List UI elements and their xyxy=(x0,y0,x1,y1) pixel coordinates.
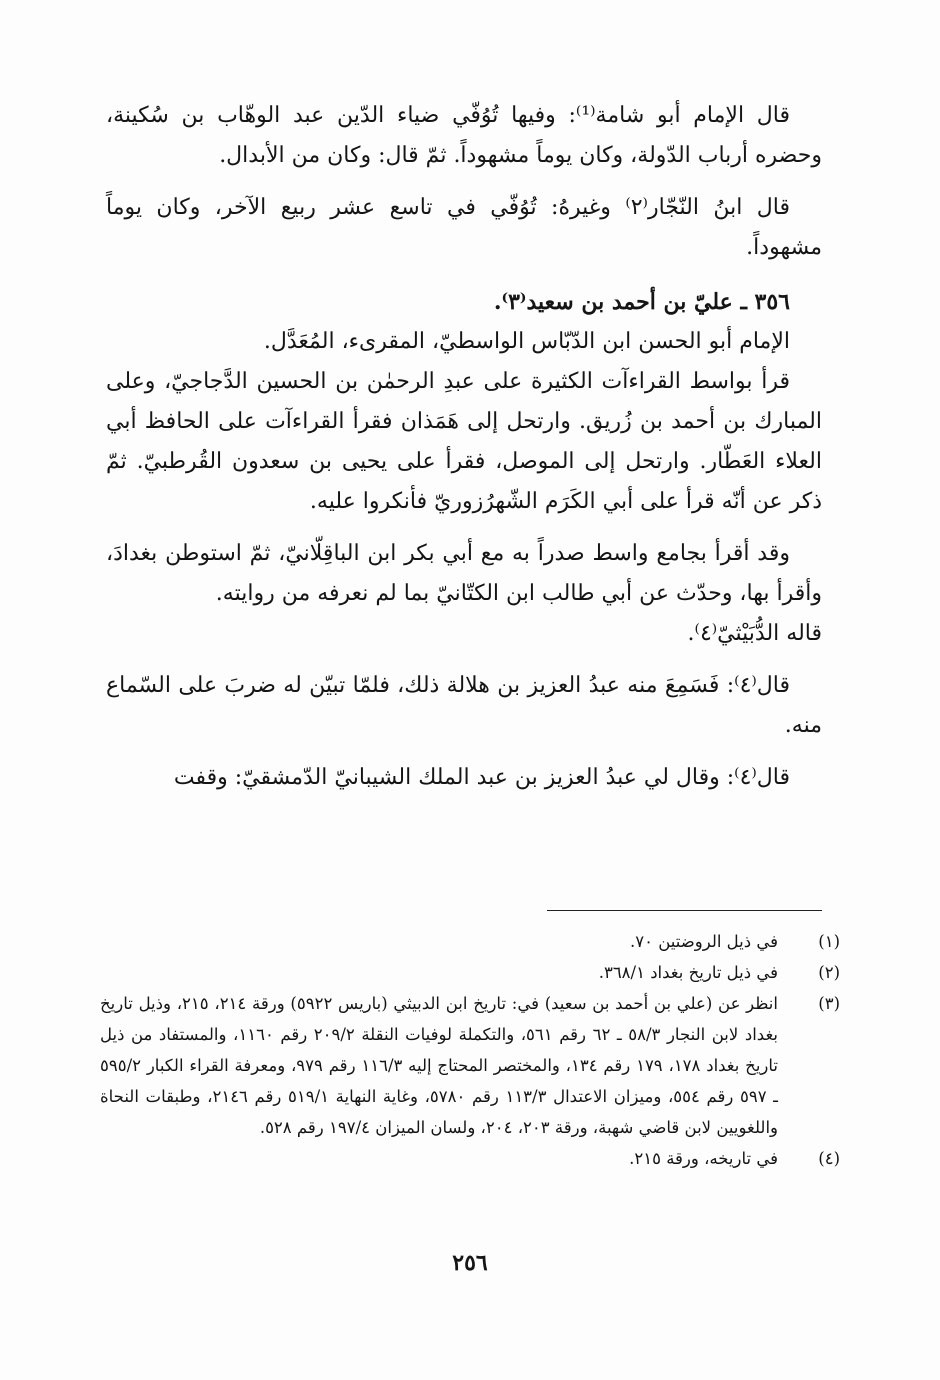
paragraph: قال⁽٤⁾: وقال لي عبدُ العزيز بن عبد الملك الشيبانيّ الدّمشقيّ: وقفت xyxy=(173,765,790,790)
paragraph: قاله الدُّبَيْثيّ⁽٤⁾. xyxy=(687,621,822,646)
paragraph: الإمام أبو الحسن ابن الدّبّاس الواسطيّ، المقرىء، المُعَدَّل. xyxy=(263,329,790,354)
main-text xyxy=(106,96,822,798)
paragraph: قرأ بواسط القراءآت الكثيرة على عبدِ الرحمٰن بن الحسين الدَّجاجيّ، وعلى المبارك بن أحمد بن زُريق. وارتحل إلى هَمَذان فقرأ القراءآت على الحافظ أبي العلاء العَطّار. وارتحل إلى الموصل، فقرأ على يحيى بن سعدون القُرطبيّ. ثمّ ذكر عن أنّه قرأ على أبي الكَرَم الشّهرُزوريّ فأنكروا عليه. xyxy=(106,369,822,514)
paragraph: قال ابنُ النّجّار⁽٢⁾ وغيرهُ: تُوُفّي في تاسع عشر ربيع الآخر، وكان يوماً مشهوداً. xyxy=(106,195,822,260)
footnote xyxy=(100,1143,840,1174)
footnote-number: (١) xyxy=(818,932,840,951)
footnote-number: (٢) xyxy=(818,963,840,982)
footnote-divider xyxy=(547,910,822,911)
footnote xyxy=(100,926,840,957)
page-number: ٢٥٦ xyxy=(452,1250,488,1276)
paragraph: قال الإمام أبو شامة⁽¹⁾: وفيها تُوُفّي ضياء الدّين عبد الوهّاب بن سُكينة، وحضره أرباب الدّولة، وكان يوماً مشهوداً. ثمّ قال: وكان من الأبدال. xyxy=(106,103,822,168)
footnotes xyxy=(100,926,840,1174)
footnote-number: (٣) xyxy=(818,994,840,1013)
footnote-text: في تاريخه، ورقة ٢١٥. xyxy=(629,1149,778,1168)
footnote xyxy=(100,957,840,988)
entry-title: ٣٥٦ ـ عليّ بن أحمد بن سعيد⁽٣⁾. xyxy=(493,289,790,315)
footnote-text: في ذيل تاريخ بغداد ٣٦٨/١. xyxy=(598,963,778,982)
footnote-text: انظر عن (علي بن أحمد بن سعيد) في: تاريخ ابن الدبيثي (باريس ٥٩٢٢) ورقة ٢١٤، ٢١٥، وذيل تاريخ بغداد لابن النجار ٥٨/٣ ـ ٦٢ رقم ٥٦١، والتكملة لوفيات النقلة ٢٠٩/٢ رقم ١١٦٠، والمستفاد من ذيل تاريخ بغداد ١٧٨، ١٧٩ رقم ١٣٤، والمختصر المحتاج إليه ١١٦/٣ رقم ٩٧٩، ومعرفة القراء الكبار ٥٩٥/٢ ـ ٥٩٧ رقم ٥٥٤، وميزان الاعتدال ١١٣/٣ رقم ٥٧٨٠، وغاية النهاية ٥١٩/١ رقم ٢١٤٦، وطبقات النحاة واللغويين لابن قاضي شهبة، ورقة ٢٠٣، ٢٠٤، ولسان الميزان ١٩٧/٤ رقم ٥٢٨. xyxy=(100,994,779,1137)
footnote xyxy=(100,988,840,1143)
paragraph: قال⁽٤⁾: فَسَمِعَ منه عبدُ العزيز بن هلالة ذلك، فلمّا تبيّن له ضربَ على السّماع منه. xyxy=(106,673,822,738)
paragraph: وقد أقرأ بجامع واسط صدراً به مع أبي بكر ابن الباقِلّانيّ، ثمّ استوطن بغدادَ، وأقرأ بها، وحدّث عن أبي طالب ابن الكتّانيّ بما لم نعرفه من روايته. xyxy=(106,541,822,606)
footnote-text: في ذيل الروضتين ٧٠. xyxy=(629,932,778,951)
footnote-number: (٤) xyxy=(818,1149,840,1168)
